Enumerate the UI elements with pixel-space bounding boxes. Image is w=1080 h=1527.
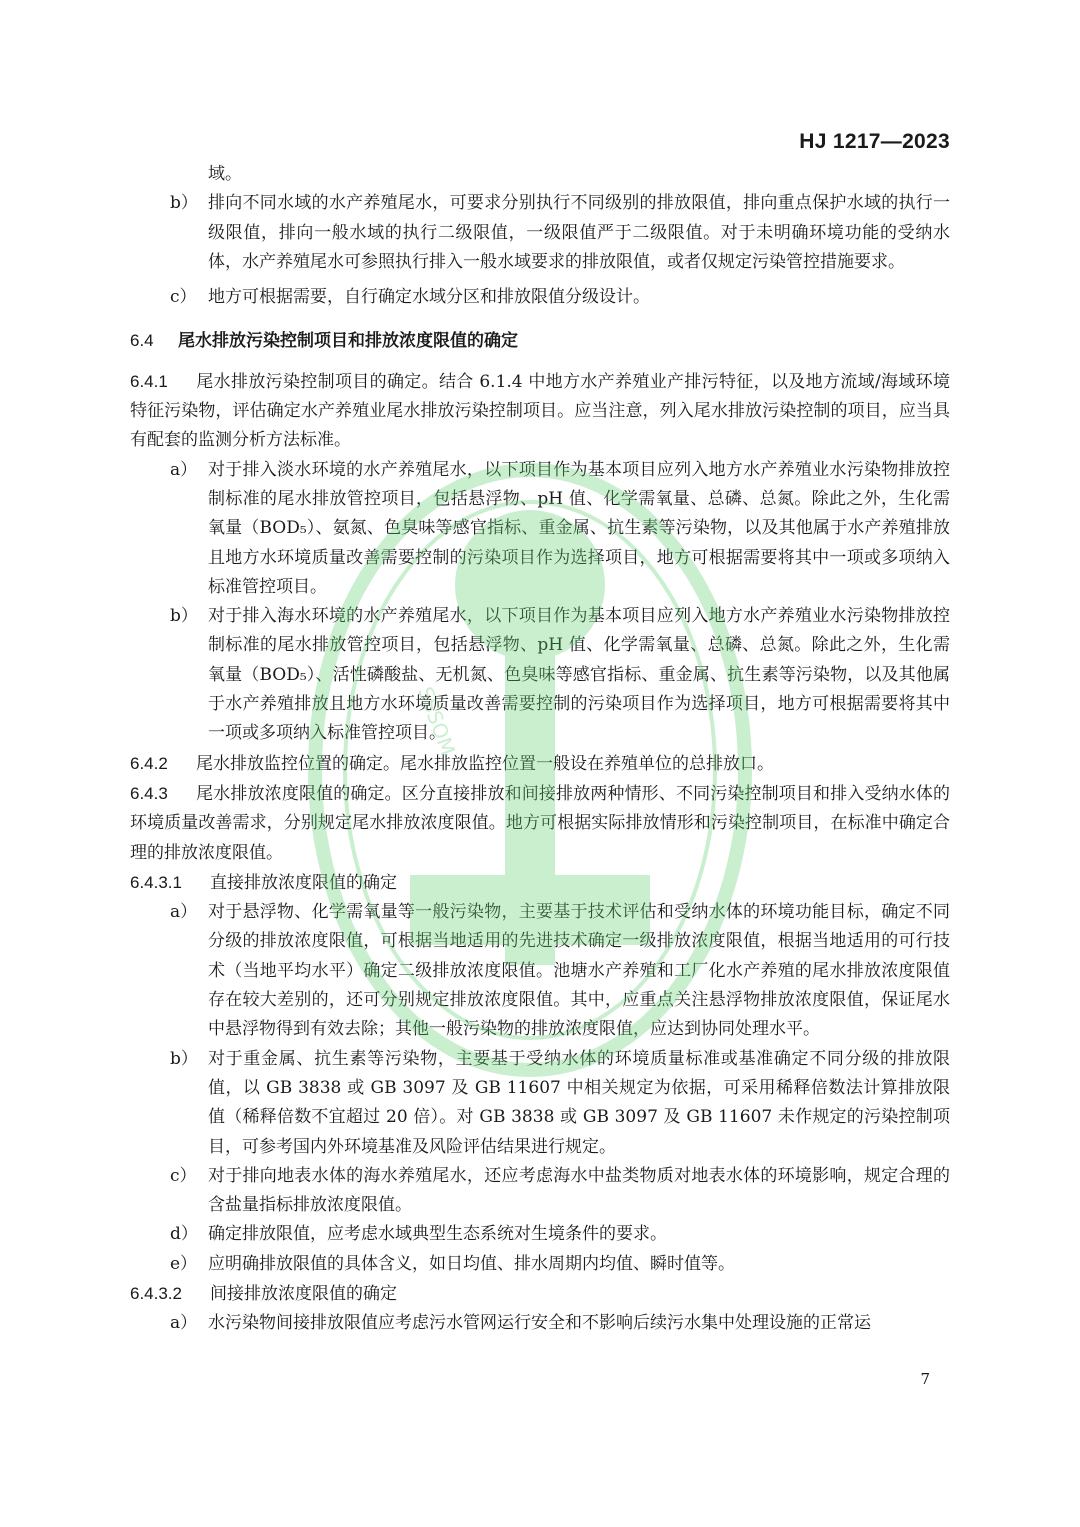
clause-title: 直接排放浓度限值的确定 xyxy=(210,872,397,893)
section-title: 尾水排放污染控制项目和排放浓度限值的确定 xyxy=(178,331,518,352)
clause-number: 6.4.3 xyxy=(130,783,168,803)
standard-code: HJ 1217—2023 xyxy=(799,130,950,153)
section-heading xyxy=(130,326,950,356)
list-marker: c） xyxy=(170,287,197,308)
clause-6-4-3 xyxy=(130,779,950,868)
list-item-text: 对于排入海水环境的水产养殖尾水，以下项目作为基本项目应列入地方水产养殖业水污染物排放控制标准的尾水排放管控项目，包括悬浮物、pH 值、化学需氧量、总磷、总氮。除此之外，生化需氧量（BOD₅）、活性磷酸盐、无机氮、色臭味等感官指标、重金属、抗生素等污染物，以及其他属于水产养殖排放且地方水环境质量改善需要控制的污染项目作为选择项目，地方可根据需要将其中一项或多项纳入标准管控项目。 xyxy=(208,606,950,744)
clause-6-4-1 xyxy=(130,367,950,456)
list-item xyxy=(130,602,950,748)
page-number: 7 xyxy=(920,1370,930,1388)
document-body xyxy=(130,160,950,1339)
clause-text: 尾水排放监控位置的确定。尾水排放监控位置一般设在养殖单位的总排放口。 xyxy=(196,753,774,774)
list-marker: b） xyxy=(170,606,198,627)
list-marker: b） xyxy=(170,193,198,214)
list-item-text: 对于排入淡水环境的水产养殖尾水，以下项目作为基本项目应列入地方水产养殖业水污染物排放控制标准的尾水排放管控项目，包括悬浮物、pH 值、化学需氧量、总磷、总氮。除此之外，生化需氧量（BOD₅）、氨氮、色臭味等感官指标、重金属、抗生素等污染物，以及其他属于水产养殖排放且地方水环境质量改善需要控制的污染项目作为选择项目，地方可根据需要将其中一项或多项纳入标准管控项目。 xyxy=(208,459,950,597)
list-item xyxy=(130,1250,950,1279)
list-item xyxy=(130,1045,950,1162)
section-number: 6.4 xyxy=(130,331,154,351)
clause-text: 尾水排放浓度限值的确定。区分直接排放和间接排放两种情形、不同污染控制项目和排入受纳水体的环境质量改善需求，分别规定尾水排放浓度限值。地方可根据实际排放情形和污染控制项目，在标准中确定合理的排放浓度限值。 xyxy=(130,783,950,863)
clause-number: 6.4.3.2 xyxy=(130,1283,182,1303)
clause-number: 6.4.2 xyxy=(130,753,168,773)
continuation-text: 域。 xyxy=(208,164,242,184)
list-item xyxy=(130,1309,950,1338)
list-item xyxy=(130,1220,950,1249)
clause-text: 尾水排放污染控制项目的确定。结合 6.1.4 中地方水产养殖业产排污特征，以及地方流域/海域环境特征污染物，评估确定水产养殖业尾水排放污染控制项目。应当注意，列入尾水排放污染控制的项目，应当具有配套的监测分析方法标准。 xyxy=(130,371,950,451)
clause-number: 6.4.3.1 xyxy=(130,872,182,892)
list-item-text: 水污染物间接排放限值应考虑污水管网运行安全和不影响后续污水集中处理设施的正常运 xyxy=(208,1313,871,1334)
list-item-text: 排向不同水域的水产养殖尾水，可要求分别执行不同级别的排放限值，排向重点保护水域的执行一级限值，排向一般水域的执行二级限值，一级限值严于二级限值。对于未明确环境功能的受纳水体，水产养殖尾水可参照执行排入一般水域要求的排放限值，或者仅规定污染管控措施要求。 xyxy=(208,193,950,272)
list-marker: e） xyxy=(170,1253,198,1274)
clause-6-4-3-1 xyxy=(130,868,950,898)
clause-title: 间接排放浓度限值的确定 xyxy=(210,1283,397,1304)
list-item-text: 对于重金属、抗生素等污染物，主要基于受纳水体的环境质量标准或基准确定不同分级的排放限值，以 GB 3838 或 GB 3097 及 GB 11607 中相关规定为依据，可采用稀释倍数法计算排放限值（稀释倍数不宜超过 20 倍）。对 GB 3838 或 GB 3097 及 GB 11607 未作规定的污染控制项目，可参考国内外环境基准及风险评估结果进行规定。 xyxy=(208,1048,950,1157)
list-item xyxy=(130,283,950,312)
clause-number: 6.4.1 xyxy=(130,371,168,391)
list-item-text: 应明确排放限值的具体含义，如日均值、排水周期内均值、瞬时值等。 xyxy=(208,1253,735,1274)
list-item xyxy=(130,898,950,1044)
clause-6-4-3-2 xyxy=(130,1279,950,1309)
list-item-text: 对于悬浮物、化学需氧量等一般污染物，主要基于技术评估和受纳水体的环境功能目标，确定不同分级的排放浓度限值，可根据当地适用的先进技术确定一级排放浓度限值，根据当地适用的可行技术（当地平均水平）确定二级排放浓度限值。池塘水产养殖和工厂化水产养殖的尾水排放浓度限值存在较大差别的，还可分别规定排放浓度限值。其中，应重点关注悬浮物排放浓度限值，保证尾水中悬浮物得到有效去除；其他一般污染物的排放浓度限值，应达到协同处理水平。 xyxy=(208,902,950,1040)
clause-6-4-2 xyxy=(130,749,950,779)
list-marker: a） xyxy=(170,1313,198,1334)
list-marker: b） xyxy=(170,1048,198,1069)
list-item-text: 确定排放限值，应考虑水域典型生态系统对生境条件的要求。 xyxy=(208,1224,667,1245)
list-item xyxy=(130,1162,950,1221)
list-marker: a） xyxy=(170,459,198,480)
list-marker: a） xyxy=(170,902,198,923)
list-item xyxy=(130,456,950,602)
list-item-text: 地方可根据需要，自行确定水域分区和排放限值分级设计。 xyxy=(208,287,650,308)
list-item xyxy=(130,189,950,277)
list-marker: c） xyxy=(170,1165,197,1186)
list-marker: d） xyxy=(170,1224,198,1245)
svg-text:SSSOM: SSSOM xyxy=(413,683,461,759)
list-item-text: 对于排向地表水体的海水养殖尾水，还应考虑海水中盐类物质对地表水体的环境影响，规定合理的含盐量指标排放浓度限值。 xyxy=(208,1165,950,1216)
